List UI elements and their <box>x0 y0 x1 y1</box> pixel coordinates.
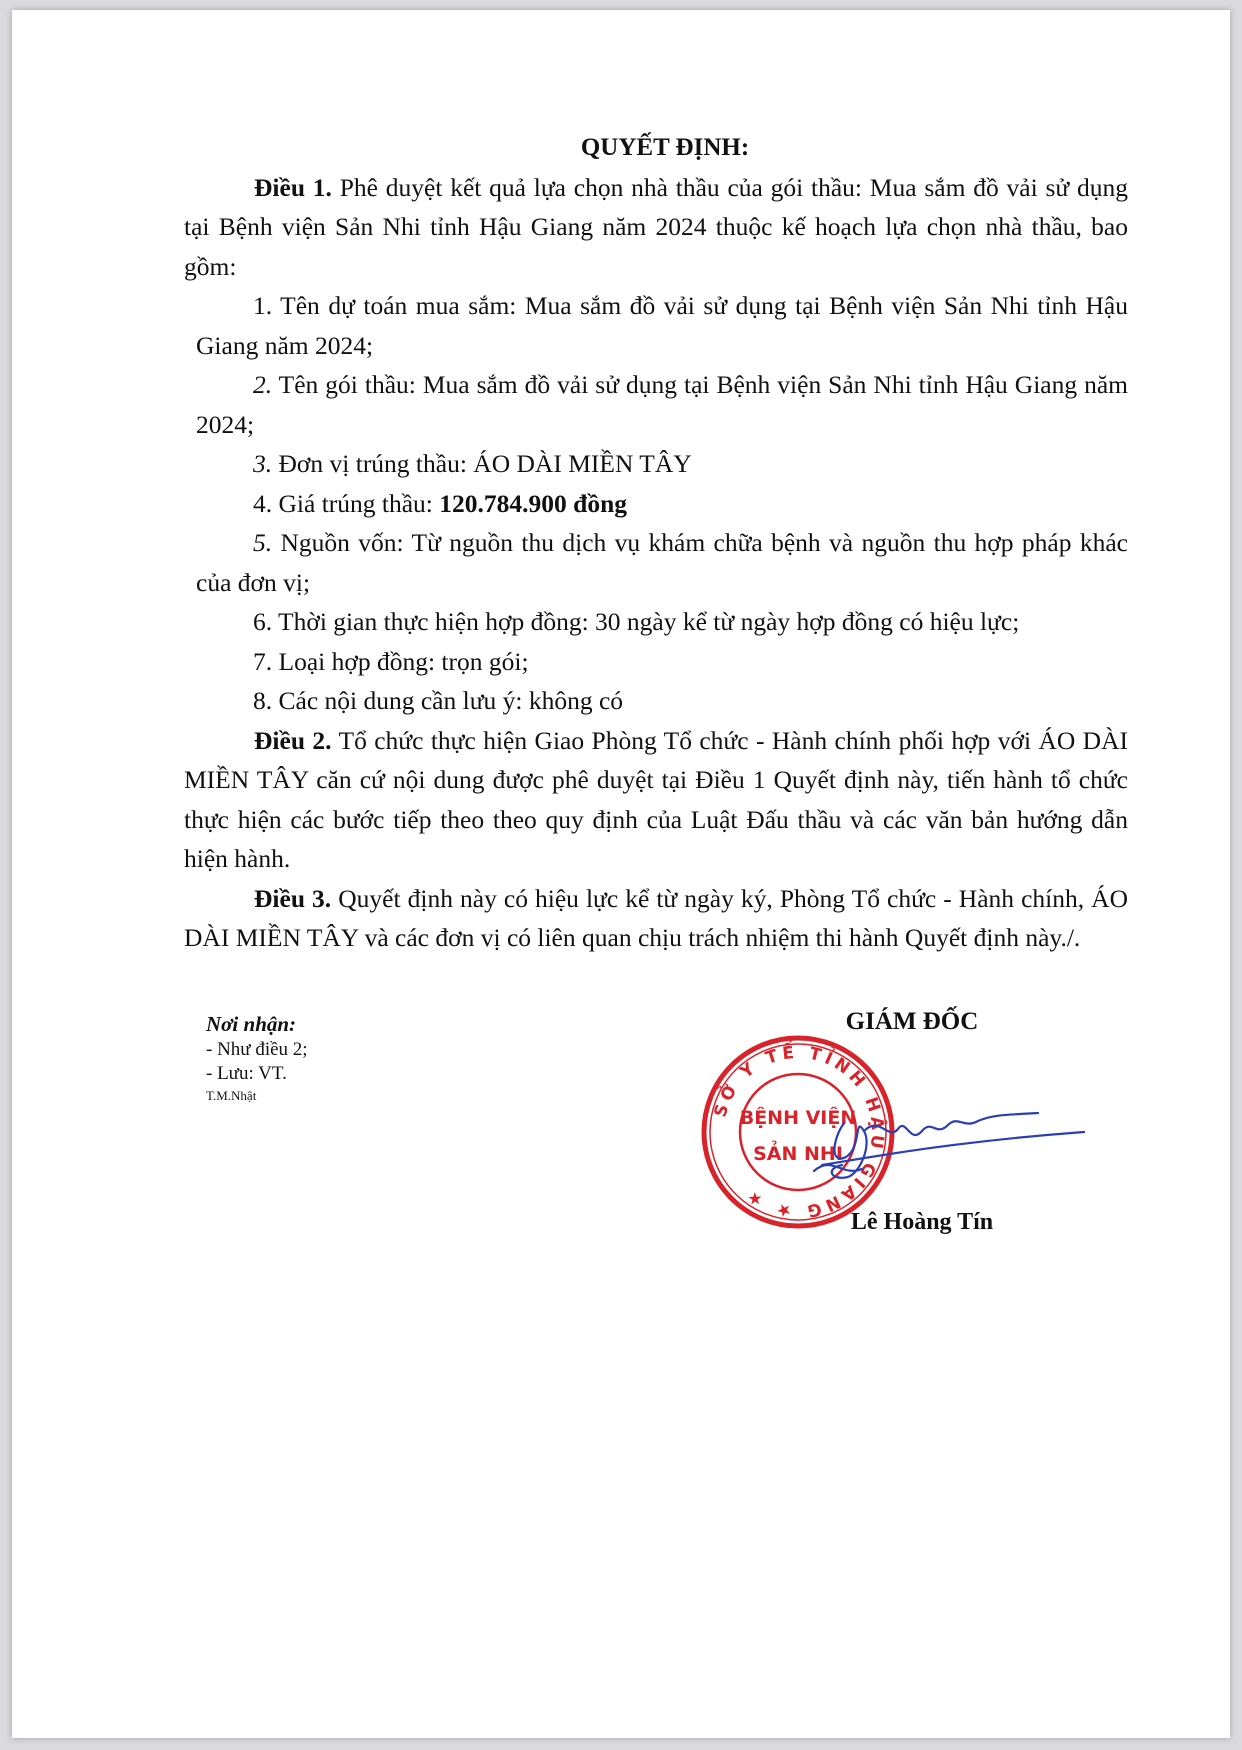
item-number: 6. <box>253 607 273 636</box>
article-1-text: Phê duyệt kết quả lựa chọn nhà thầu của gói thầu: Mua sắm đồ vải sử dụng tại Bệnh viện Sản Nhi tỉnh Hậu Giang năm 2024 thuộc kế hoạch lựa chọn nhà thầu, bao gồm: <box>184 172 1128 281</box>
signer-name: Lê Hoàng Tín <box>850 1209 994 1235</box>
decision-title: QUYẾT ĐỊNH: <box>580 134 750 161</box>
article-3 <box>184 879 1128 958</box>
list-item <box>184 681 1128 721</box>
article-2-text: Tổ chức thực hiện Giao Phòng Tổ chức - Hành chính phối hợp với ÁO DÀI MIỀN TÂY căn cứ nội dung được phê duyệt tại Điều 1 Quyết định này, tiến hành tổ chức thực hiện các bước tiếp theo theo quy định của Luật Đấu thầu và các văn bản hướng dẫn hiện hành. <box>184 725 1129 873</box>
item-number: 1. <box>253 291 273 320</box>
item-text: Giá trúng thầu: <box>272 488 440 518</box>
recipients-heading: Nơi nhận: <box>206 1012 297 1036</box>
item-text: Thời gian thực hiện hợp đồng: 30 ngày kể từ ngày hợp đồng có hiệu lực; <box>272 607 1020 636</box>
item-text: Tên dự toán mua sắm: Mua sắm đồ vải sử dụng tại Bệnh viện Sản Nhi tỉnh Hậu Giang năm 2024; <box>196 291 1128 360</box>
item-number: 5. <box>253 528 273 557</box>
item-number: 2. <box>253 370 273 399</box>
svg-text:BỆNH VIỆN: BỆNH VIỆN <box>739 1107 857 1129</box>
handwritten-signature-icon <box>802 1085 1102 1195</box>
signer-position: GIÁM ĐỐC <box>845 1008 979 1035</box>
list-item <box>184 602 1128 642</box>
article-2-label: Điều 2. <box>254 725 332 755</box>
recipient-line: - Như điều 2; <box>206 1039 308 1060</box>
list-item <box>184 365 1128 444</box>
item-text: Tên gói thầu: Mua sắm đồ vải sử dụng tại Bệnh viện Sản Nhi tỉnh Hậu Giang năm 2024; <box>196 370 1128 439</box>
document-page <box>12 10 1230 1738</box>
svg-text:SẢN NHI: SẢN NHI <box>753 1143 843 1165</box>
item-number: 7. <box>253 646 273 676</box>
item-number: 8. <box>253 686 273 715</box>
list-item <box>184 523 1128 602</box>
article-3-label: Điều 3. <box>254 883 332 913</box>
item-text: Loại hợp đồng: trọn gói; <box>272 646 529 676</box>
item-text: Các nội dung cần lưu ý: không có <box>272 686 624 715</box>
drafter-initials: T.M.Nhật <box>206 1088 257 1103</box>
recipient-line: - Lưu: VT. <box>206 1063 287 1084</box>
item-number: 3. <box>253 449 273 478</box>
winning-price: 120.784.900 đồng <box>439 488 628 518</box>
item-text: Nguồn vốn: Từ nguồn thu dịch vụ khám chữa bệnh và nguồn thu hợp pháp khác của đơn vị; <box>196 528 1128 597</box>
item-text: Đơn vị trúng thầu: ÁO DÀI MIỀN TÂY <box>272 449 692 478</box>
article-2 <box>184 721 1128 879</box>
svg-text:SỞ Y TẾ TỈNH HẬU GIANG ★ ★: SỞ Y TẾ TỈNH HẬU GIANG ★ ★ <box>710 1042 888 1222</box>
list-item <box>184 286 1128 365</box>
document-body <box>184 128 1128 958</box>
list-item <box>184 642 1128 682</box>
list-item <box>184 444 1128 484</box>
item-number: 4. <box>253 488 273 518</box>
list-item <box>184 484 1128 524</box>
article-1-label: Điều 1. <box>254 172 332 202</box>
recipients-block <box>206 1010 308 1106</box>
article-1 <box>184 168 1128 287</box>
article-3-text: Quyết định này có hiệu lực kể từ ngày ký, Phòng Tổ chức - Hành chính, ÁO DÀI MIỀN TÂY và các đơn vị có liên quan chịu trách nhiệm thi hành Quyết định này./. <box>184 883 1129 952</box>
